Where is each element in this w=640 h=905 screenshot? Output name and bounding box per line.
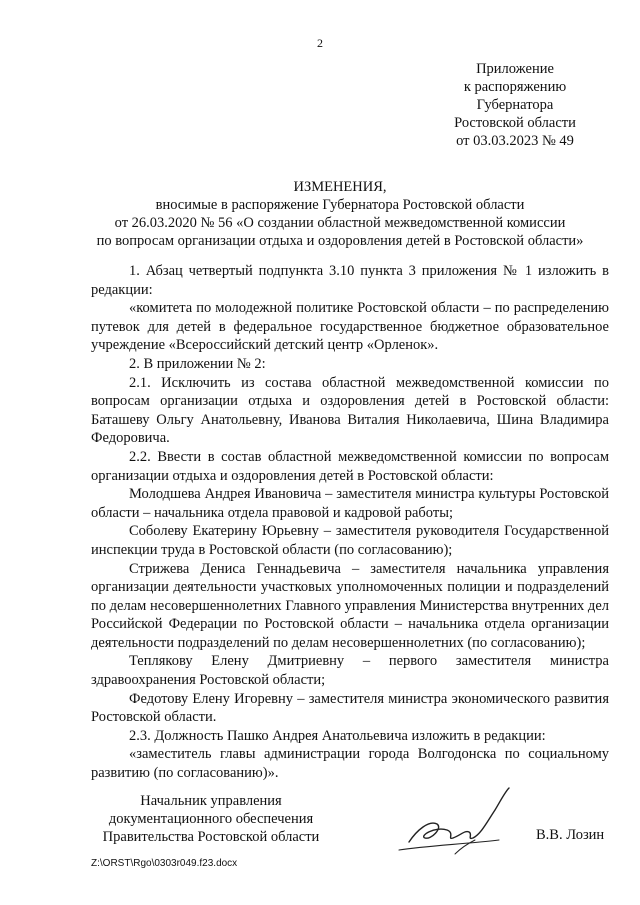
- paragraph: 2. В приложении № 2:: [129, 355, 266, 372]
- appendix-line: Ростовской области: [454, 115, 576, 131]
- title-line: по вопросам организации отдыха и оздоровления детей в Ростовской области»: [96, 233, 584, 249]
- signatory-line: Правительства Ростовской области: [102, 829, 320, 845]
- paragraph: Федотову Елену Игоревну – заместителя министра экономического развития Ростовской области.: [91, 690, 609, 726]
- title-line: вносимые в распоряжение Губернатора Ростовской области: [155, 197, 525, 213]
- document-body: [91, 262, 609, 783]
- appendix-header: [440, 60, 590, 150]
- paragraph: 1. Абзац четвертый подпункта 3.10 пункта 3 приложения № 1 изложить в редакции:: [91, 263, 609, 298]
- document-title: [40, 178, 640, 250]
- paragraph: «комитета по молодежной политике Ростовской области – по распределению путевок для детей в федеральное государственное бюджетное образовательное учреждение «Всероссийский детский центр «Орленок».: [91, 300, 609, 354]
- paragraph: «заместитель главы администрации города Волгодонска по социальному развитию (по согласованию)».: [91, 746, 609, 782]
- paragraph: Соболеву Екатерину Юрьевну – заместителя руководителя Государственной инспекции труда в Ростовской области (по согласованию);: [91, 523, 609, 558]
- paragraph: 2.2. Ввести в состав областной межведомственной комиссии по вопросам организации отдыха и оздоровления детей в Ростовской области:: [91, 448, 609, 484]
- signatory-line: документационного обеспечения: [108, 811, 314, 827]
- paragraph: Теплякову Елену Дмитриевну – первого заместителя министра здравоохранения Ростовской области;: [91, 653, 609, 689]
- handwritten-signature: [395, 780, 525, 860]
- appendix-line: от 03.03.2023 № 49: [456, 133, 574, 149]
- appendix-line: Приложение: [476, 61, 554, 77]
- paragraph: Стрижева Дениса Геннадьевича – заместителя начальника управления организации деятельности участковых уполномоченных полиции и подразделений по делам несовершеннолетних Главного управления Министерства внутренних дел Российской Федерации по Ростовской области – начальника отдела организации деятельности подразделений по делам несовершеннолетних (по согласованию);: [91, 560, 609, 651]
- title-heading: ИЗМЕНЕНИЯ,: [293, 179, 387, 195]
- paragraph: 2.1. Исключить из состава областной межведомственной комиссии по вопросам организации отдыха и оздоровления детей в Ростовской области: Баташеву Ольгу Анатольевну, Иванова Виталия Николаевича, Шина Владимира Федоровича.: [91, 374, 609, 447]
- signatory-title: [91, 792, 331, 846]
- title-line: от 26.03.2020 № 56 «О создании областной межведомственной комиссии: [114, 215, 566, 231]
- paragraph: Молодшева Андрея Ивановича – заместителя министра культуры Ростовской области – начальника отдела правовой и кадровой работы;: [91, 486, 609, 521]
- appendix-line: Губернатора: [476, 97, 554, 113]
- file-path: Z:\ORST\Rgo\0303r049.f23.docx: [91, 858, 238, 869]
- signatory-line: Начальник управления: [140, 793, 282, 809]
- signatory-name: В.В. Лозин: [536, 827, 605, 843]
- paragraph: 2.3. Должность Пашко Андрея Анатольевича изложить в редакции:: [129, 727, 546, 744]
- page-number: 2: [317, 36, 323, 50]
- appendix-line: к распоряжению: [463, 79, 567, 95]
